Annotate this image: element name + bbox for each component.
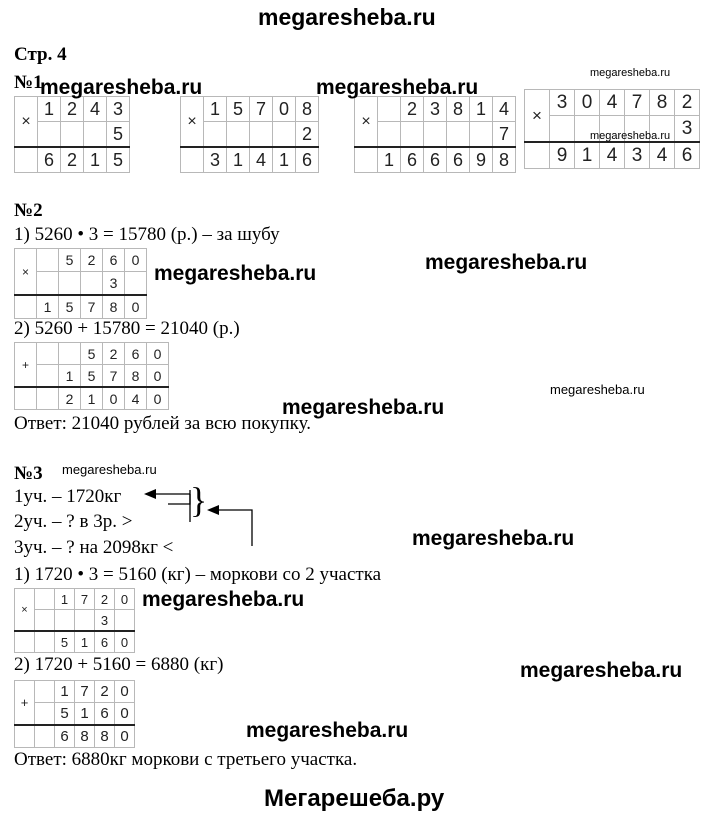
digit-cell: 1: [575, 142, 600, 169]
digit-cell: 4: [84, 97, 107, 122]
digit-cell: [55, 610, 75, 632]
digit-cell: 5: [227, 97, 250, 122]
digit-cell: 8: [493, 147, 516, 173]
task2-step1: 1) 5260 • 3 = 15780 (р.) – за шубу: [14, 224, 280, 245]
brace: }: [190, 480, 208, 520]
digit-cell: 4: [650, 142, 675, 169]
digit-cell: [75, 610, 95, 632]
column-calculation-grid: [14, 588, 135, 653]
digit-cell: [35, 725, 55, 748]
digit-cell: 3: [107, 97, 130, 122]
operand-row: [15, 589, 135, 610]
watermark: megaresheba.ru: [550, 382, 645, 397]
watermark: megaresheba.ru: [142, 588, 305, 611]
digit-cell: 8: [95, 725, 115, 748]
digit-cell: 1: [84, 147, 107, 173]
watermark: megaresheba.ru: [590, 130, 671, 142]
task2-number: №2: [14, 200, 43, 221]
digit-cell: 7: [75, 589, 95, 610]
column-calculation-grid: [14, 680, 135, 748]
digit-cell: 3: [424, 97, 447, 122]
empty-cell: [15, 725, 35, 748]
watermark: megaresheba.ru: [316, 76, 479, 99]
arrow-to-line1: [168, 490, 190, 504]
digit-cell: 1: [378, 147, 401, 173]
digit-cell: 8: [125, 365, 147, 388]
digit-cell: 7: [81, 295, 103, 319]
digit-cell: 0: [103, 387, 125, 410]
digit-cell: 5: [55, 703, 75, 726]
digit-cell: 1: [55, 589, 75, 610]
digit-cell: 6: [675, 142, 700, 169]
digit-cell: 0: [115, 725, 135, 748]
task3-line1: 1уч. – 1720кг: [14, 486, 122, 507]
digit-cell: 3: [675, 116, 700, 143]
digit-cell: 7: [625, 90, 650, 116]
digit-cell: 1: [470, 97, 493, 122]
digit-cell: 1: [75, 703, 95, 726]
operator-sign: +: [15, 343, 37, 388]
digit-cell: 9: [550, 142, 575, 169]
task1-number: №1: [14, 72, 43, 93]
digit-cell: 0: [115, 589, 135, 610]
digit-cell: [35, 703, 55, 726]
digit-cell: 0: [575, 90, 600, 116]
digit-cell: 7: [493, 122, 516, 148]
digit-cell: 5: [59, 249, 81, 272]
operator-sign: ×: [15, 249, 37, 296]
digit-cell: 1: [227, 147, 250, 173]
watermark: megaresheba.ru: [425, 251, 588, 274]
digit-cell: 0: [115, 631, 135, 653]
digit-cell: 8: [447, 97, 470, 122]
digit-cell: 1: [38, 97, 61, 122]
digit-cell: 4: [600, 142, 625, 169]
digit-cell: 3: [95, 610, 115, 632]
task2-step2: 2) 5260 + 15780 = 21040 (р.): [14, 318, 240, 339]
digit-cell: 1: [37, 295, 59, 319]
digit-cell: 9: [470, 147, 493, 173]
digit-cell: 6: [95, 703, 115, 726]
digit-cell: 1: [81, 387, 103, 410]
digit-cell: 4: [600, 90, 625, 116]
digit-cell: 2: [61, 147, 84, 173]
digit-cell: 0: [273, 97, 296, 122]
watermark: megaresheba.ru: [590, 67, 671, 79]
digit-cell: [35, 610, 55, 632]
digit-cell: 1: [204, 97, 227, 122]
digit-cell: 5: [55, 631, 75, 653]
digit-cell: 0: [125, 249, 147, 272]
digit-cell: 0: [125, 295, 147, 319]
digit-cell: 0: [115, 681, 135, 703]
digit-cell: [115, 610, 135, 632]
digit-cell: 6: [125, 343, 147, 365]
digit-cell: 3: [204, 147, 227, 173]
operand-row: [15, 681, 135, 703]
task2-answer: Ответ: 21040 рублей за всю покупку.: [14, 413, 311, 434]
digit-cell: 3: [625, 142, 650, 169]
digit-cell: 2: [296, 122, 319, 148]
watermark: megaresheba.ru: [282, 396, 445, 419]
digit-cell: 2: [95, 589, 115, 610]
watermark: megaresheba.ru: [412, 527, 575, 550]
digit-cell: 2: [61, 97, 84, 122]
digit-cell: 2: [81, 249, 103, 272]
operator-sign: ×: [525, 90, 550, 143]
digit-cell: 0: [147, 365, 169, 388]
digit-cell: 2: [59, 387, 81, 410]
digit-cell: 2: [675, 90, 700, 116]
digit-cell: [35, 631, 55, 653]
digit-cell: [35, 681, 55, 703]
digit-cell: 1: [75, 631, 95, 653]
digit-cell: 6: [447, 147, 470, 173]
digit-cell: 2: [401, 97, 424, 122]
digit-cell: 4: [125, 387, 147, 410]
task3-line3: 3уч. – ? на 2098кг <: [14, 537, 174, 558]
digit-cell: 0: [147, 387, 169, 410]
page-label: Стр. 4: [14, 44, 67, 65]
task3-line2: 2уч. – ? в 3р. >: [14, 511, 133, 532]
digit-cell: 3: [550, 90, 575, 116]
digit-cell: 7: [250, 97, 273, 122]
operator-sign: +: [15, 681, 35, 726]
watermark: megaresheba.ru: [40, 76, 203, 99]
digit-cell: 5: [81, 343, 103, 365]
digit-cell: 2: [95, 681, 115, 703]
digit-cell: 5: [81, 365, 103, 388]
digit-cell: 7: [75, 681, 95, 703]
digit-cell: 7: [103, 365, 125, 388]
arrow-to-brace: [218, 510, 252, 546]
digit-cell: 8: [650, 90, 675, 116]
digit-cell: 6: [401, 147, 424, 173]
digit-cell: 4: [250, 147, 273, 173]
result-row: [15, 725, 135, 748]
digit-cell: 3: [103, 272, 125, 296]
digit-cell: 5: [107, 122, 130, 148]
digit-cell: 8: [296, 97, 319, 122]
digit-cell: 0: [115, 703, 135, 726]
digit-cell: 8: [103, 295, 125, 319]
operator-sign: ×: [15, 589, 35, 632]
arrowhead-brace: [207, 505, 219, 515]
digit-cell: 6: [38, 147, 61, 173]
watermark: megaresheba.ru: [62, 462, 157, 477]
digit-cell: 6: [296, 147, 319, 173]
digit-cell: 5: [107, 147, 130, 173]
digit-cell: 4: [493, 97, 516, 122]
watermark: megaresheba.ru: [520, 659, 683, 682]
operator-sign: ×: [15, 97, 38, 148]
task3-step1: 1) 1720 • 3 = 5160 (кг) – моркови со 2 участка: [14, 564, 382, 585]
digit-cell: 5: [59, 295, 81, 319]
digit-cell: 1: [59, 365, 81, 388]
site-watermark-top: megaresheba.ru: [258, 4, 436, 30]
task3-step2: 2) 1720 + 5160 = 6880 (кг): [14, 654, 224, 675]
task3-answer: Ответ: 6880кг моркови с третьего участка.: [14, 749, 358, 770]
digit-cell: 1: [55, 681, 75, 703]
digit-cell: 8: [75, 725, 95, 748]
digit-cell: 0: [147, 343, 169, 365]
watermark: megaresheba.ru: [154, 262, 317, 285]
digit-cell: 6: [103, 249, 125, 272]
watermark: megaresheba.ru: [246, 719, 409, 742]
operator-sign: ×: [355, 97, 378, 148]
digit-cell: 6: [55, 725, 75, 748]
digit-cell: [35, 589, 55, 610]
task3-number: №3: [14, 463, 43, 484]
operator-sign: ×: [181, 97, 204, 148]
digit-cell: 6: [95, 631, 115, 653]
empty-cell: [15, 631, 35, 653]
digit-cell: 6: [424, 147, 447, 173]
digit-cell: 1: [273, 147, 296, 173]
site-watermark-bottom: Мегарешеба.ру: [264, 785, 445, 812]
digit-cell: 2: [103, 343, 125, 365]
result-row: [15, 631, 135, 653]
